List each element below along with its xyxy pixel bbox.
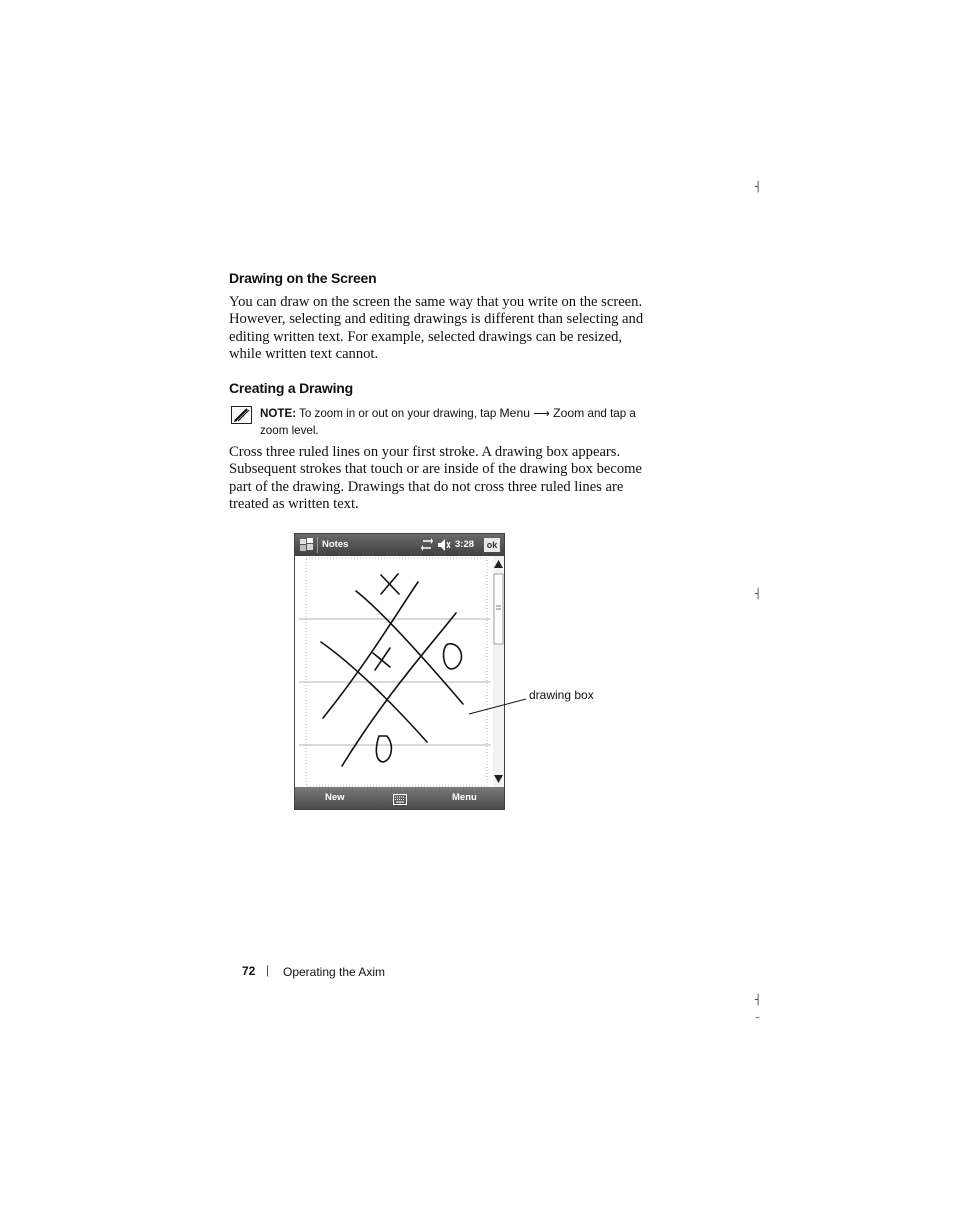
notes-canvas[interactable] (295, 556, 504, 788)
title-bar (295, 534, 504, 556)
note-zoom-ref: Zoom (553, 406, 585, 420)
footer-separator: | (266, 963, 270, 977)
paragraph-line: Subsequent strokes that touch or are inside of the drawing box become (229, 461, 642, 478)
app-title: Notes (322, 539, 349, 550)
arrow-icon: ⟶ (533, 407, 550, 420)
paragraph-line: part of the drawing. Drawings that do not cross three ruled lines are (229, 478, 624, 495)
chapter-title: Operating the Axim (283, 965, 386, 979)
callout-leader-line (465, 696, 530, 716)
menu-bar (295, 787, 504, 809)
section-paragraph (229, 294, 669, 364)
device-screenshot (294, 533, 505, 810)
crop-mark: ┤ (755, 589, 762, 600)
note-menu-ref: Menu (499, 406, 531, 420)
paragraph-line: while written text cannot. (229, 346, 379, 363)
menu-button[interactable]: Menu (452, 792, 477, 803)
new-button[interactable]: New (325, 792, 345, 803)
paragraph-line: treated as written text. (229, 496, 359, 513)
crop-mark: ┤ (755, 995, 762, 1006)
ok-button[interactable]: ok (484, 538, 500, 552)
pencil-note-icon (231, 406, 252, 424)
callout-label: drawing box (529, 688, 594, 702)
start-flag-icon[interactable] (299, 537, 315, 558)
connectivity-icon[interactable] (421, 538, 433, 557)
paragraph-line: However, selecting and editing drawings is different than selecting and (229, 311, 644, 328)
note-line-1 (260, 405, 660, 422)
speaker-icon[interactable] (437, 538, 451, 557)
section-heading: Drawing on the Screen (229, 270, 377, 286)
note-text: To zoom in or out on your drawing, tap (299, 407, 497, 420)
note-block (260, 405, 660, 439)
title-divider (317, 537, 318, 553)
note-text-after: and tap a (587, 407, 636, 420)
subsection-paragraph (229, 444, 669, 514)
crop-mark: – (755, 1012, 760, 1023)
paragraph-line: editing written text. For example, selected drawings can be resized, (229, 328, 623, 345)
note-line-2: zoom level. (260, 424, 319, 437)
clock-time[interactable]: 3:28 (455, 539, 475, 550)
ink-drawing (321, 574, 463, 766)
keyboard-icon[interactable] (393, 792, 407, 810)
paragraph-line: Cross three ruled lines on your first stroke. A drawing box appears. (229, 444, 621, 460)
crop-mark: ┤ (755, 182, 762, 193)
note-label: NOTE: (260, 407, 297, 420)
subsection-heading: Creating a Drawing (229, 380, 353, 396)
page-number: 72 (242, 964, 256, 978)
paragraph-line: You can draw on the screen the same way that you write on the screen. (229, 294, 643, 310)
